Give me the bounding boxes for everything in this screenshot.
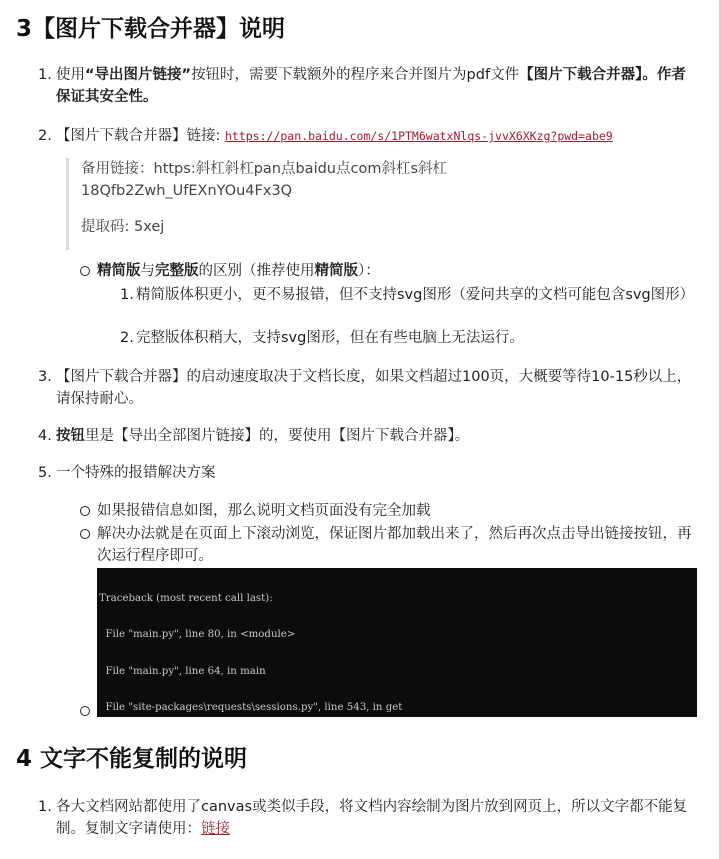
list-item-text: 精简版体积更小，更不易报错，但不支持svg图形（爱问共享的文档可能包含svg图形）	[136, 287, 695, 303]
bullet-text: 如果报错信息如图，那么说明文档页面没有完全加载	[97, 503, 431, 519]
list-item-2	[38, 125, 697, 147]
sub-list-item-1	[120, 284, 697, 328]
list-item-1	[38, 796, 697, 842]
list-item-3	[38, 366, 697, 412]
list-item-text: 完整版体积稍大，支持svg图形，但在有些电脑上无法运行。	[136, 330, 524, 346]
list-number: 1.	[38, 67, 52, 83]
version-comparison	[97, 260, 697, 282]
bold-span: 完整版	[155, 263, 199, 279]
text-span: 【图片下载合并器】链接:	[56, 128, 225, 144]
text-span: ）：	[358, 263, 380, 279]
bullet-text: 解决办法就是在页面上下滚动浏览，保证图片都加载出来了，然后再次点击导出链接按钮，再次运行程序即可。	[97, 526, 692, 564]
list-item-text	[56, 796, 697, 840]
text-span: 与	[140, 263, 155, 279]
extraction-code: 提取码: 5xej	[81, 219, 165, 235]
list-number: 2.	[38, 128, 52, 144]
list-number: 1.	[38, 799, 52, 815]
text-span: 使用	[56, 67, 85, 83]
text-span: 里是【导出全部图片链接】的，要使用【图片下载合并器】。	[85, 428, 470, 444]
backup-link-text: 备用链接：https:斜杠斜杠pan点baidu点com斜杠s斜杠18Qfb2Zwh_UfEXnYOu4Fx3Q	[81, 161, 448, 199]
text-span: 按钮时，需要下载额外的程序来合并图片为pdf文件	[191, 67, 520, 83]
list-number: 3.	[38, 369, 52, 385]
bold-span: “导出图片链接”	[85, 67, 192, 83]
bold-span: 精简版	[97, 263, 141, 279]
bullet-icon	[80, 706, 90, 716]
bold-span: 【图片下载合并器】。作者保证其安全性。	[56, 67, 686, 105]
list-item-text	[56, 425, 697, 447]
section-4-heading: 4 文字不能复制的说明	[16, 746, 248, 772]
bullet-icon	[80, 266, 90, 276]
list-item-1	[38, 64, 697, 110]
list-number: 1.	[120, 287, 134, 303]
terminal-line: File "main.py", line 64, in main	[99, 665, 266, 677]
list-number: 5.	[38, 465, 52, 481]
list-number: 4.	[38, 428, 52, 444]
error-screenshot-terminal	[97, 568, 697, 717]
bullet-icon	[80, 506, 90, 516]
list-number: 2.	[120, 330, 134, 346]
terminal-line: File "main.py", line 80, in <module>	[99, 629, 296, 641]
bullet-icon	[80, 529, 90, 539]
terminal-line: File "site-packages\requests\sessions.py", line 543, in get	[99, 702, 403, 714]
bold-span: 按钮	[56, 428, 85, 444]
text-span: 各大文档网站都使用了canvas或类似手段，将文档内容绘制为图片放到网页上，所以文字都不能复制。复制文字请使用：	[56, 799, 688, 837]
list-item-text	[56, 64, 697, 108]
list-item-text	[56, 125, 697, 147]
text-span: 的区别（推荐使用	[198, 263, 315, 279]
terminal-line: Traceback (most recent call last):	[99, 593, 273, 605]
download-link[interactable]: https://pan.baidu.com/s/1PTM6watxNlqs-jvvX6XKzg?pwd=abe9	[225, 129, 613, 143]
backup-link-quote	[66, 158, 511, 250]
bold-span: 精简版	[314, 263, 358, 279]
list-item-text: 【图片下载合并器】的启动速度取决于文档长度，如果文档超过100页，大概要等待10-15秒以上，请保持耐心。	[56, 369, 692, 407]
copy-text-link[interactable]: 链接	[201, 821, 230, 837]
list-item-text: 一个特殊的报错解决方案	[56, 465, 216, 481]
section-3-heading: 3【图片下载合并器】说明	[16, 16, 286, 42]
